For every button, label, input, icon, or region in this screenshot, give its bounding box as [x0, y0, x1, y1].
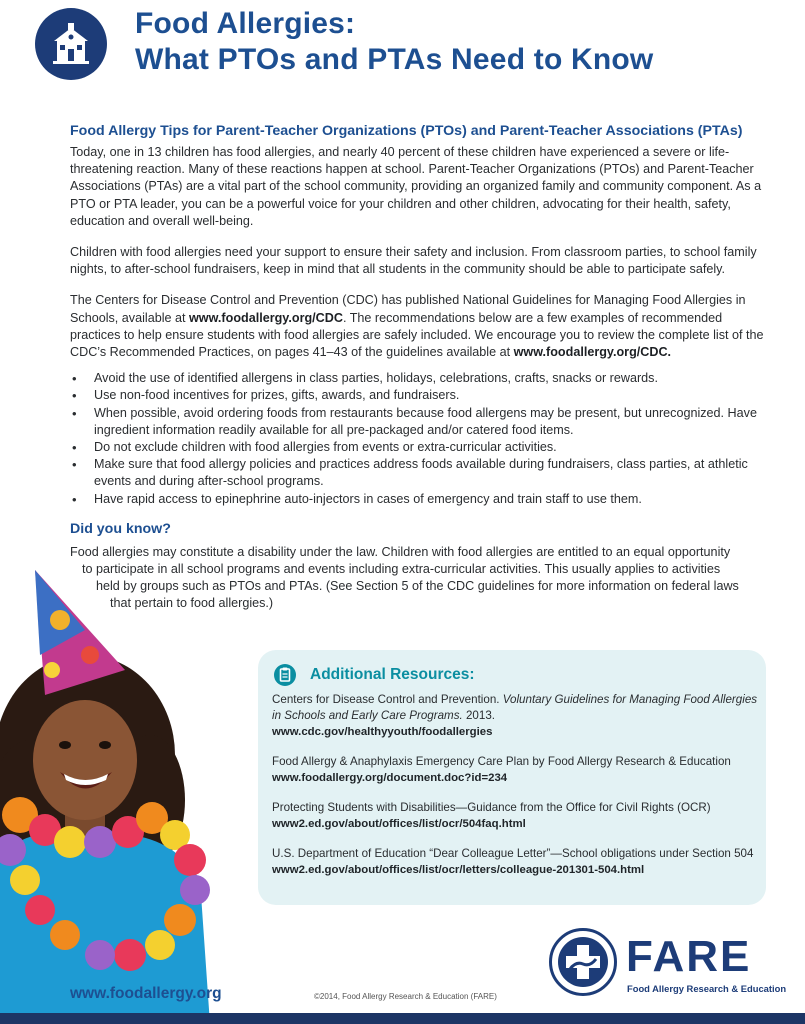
resource-title-italic: Voluntary Guidelines for Managing Food Allergies in Schools and Early Care Programs.: [272, 693, 758, 722]
intro-paragraph-1: Today, one in 13 children has food allergies, and nearly 40 percent of these children have experienced a severe or life-threatening reaction. Many of these reactions happen at school. Parent-Teacher Organizations (PTOs) and Parent-Teacher Associations (PTAs) are a vital part of the school community, providing an organized family and community component. As a PTO or PTA leader, you can be a powerful voice for your children and other children, advocating for their health, safety, education and overall well-being.: [70, 145, 762, 228]
resources-title: Additional Resources:: [310, 666, 475, 683]
recommendations-list: [70, 370, 770, 508]
tips-heading: Food Allergy Tips for Parent-Teacher Organizations (PTOs) and Parent-Teacher Associations (PTAs): [70, 123, 743, 139]
resources-header: [274, 664, 475, 686]
list-item: • Have rapid access to epinephrine auto-injectors in cases of emergency and train staff to use them.: [70, 491, 770, 508]
title-line-2: What PTOs and PTAs Need to Know: [135, 43, 654, 76]
list-item: • When possible, avoid ordering foods from restaurants because food allergens may be present, but unrecognized. Have ingredient information readily available for all pre-packaged and/or catered food items.: [70, 405, 770, 439]
cdc-text-a: The Centers for Disease Control and Prevention (CDC) has published National Guidelines for Managing Food Allergies in Schools, available at: [70, 293, 746, 325]
list-item: • Do not exclude children with food allergies from events or extra-curricular activities.: [70, 439, 770, 456]
list-item: • Use non-food incentives for prizes, gifts, awards, and fundraisers.: [70, 387, 770, 404]
did-you-know-line-3: held by groups such as PTOs and PTAs. (See Section 5 of the CDC guidelines for more information on federal laws: [96, 579, 739, 594]
resource-link[interactable]: www.foodallergy.org/document.doc?id=234: [272, 772, 508, 784]
cdc-link-1[interactable]: www.foodallergy.org/CDC: [189, 310, 343, 325]
main-content: [70, 122, 770, 613]
bottom-bar: [0, 1013, 805, 1024]
title-line-1: Food Allergies:: [135, 7, 356, 40]
resource-item-care-plan: [272, 754, 760, 786]
intro-paragraph-2: Children with food allergies need your support to ensure their safety and inclusion. From classroom parties, to school family nights, to after-school fundraisers, keep in mind that all students in the community should be able to participate safely.: [70, 245, 757, 277]
schoolhouse-logo: [35, 8, 107, 80]
child-party-photo: [0, 560, 235, 1024]
clipboard-icon: [274, 664, 296, 686]
copyright-text: ©2014, Food Allergy Research & Education (FARE): [314, 992, 497, 1001]
did-you-know-heading: Did you know?: [70, 520, 171, 537]
list-item: • Avoid the use of identified allergens in class parties, holidays, celebrations, crafts, snacks or rewards.: [70, 370, 770, 387]
resource-link[interactable]: www2.ed.gov/about/offices/list/ocr/letters/colleague-201301-504.html: [272, 864, 645, 876]
resource-link[interactable]: www2.ed.gov/about/offices/list/ocr/504faq.html: [272, 818, 526, 830]
resource-link[interactable]: www.cdc.gov/healthyyouth/foodallergies: [272, 726, 493, 738]
resource-text: Centers for Disease Control and Prevention.: [272, 693, 503, 706]
cdc-link-2[interactable]: www.foodallergy.org/CDC.: [513, 345, 672, 360]
resource-text: Protecting Students with Disabilities—Guidance from the Office for Civil Rights (OCR): [272, 801, 711, 814]
fare-cross-icon: [549, 928, 617, 996]
resource-item-cdc: [272, 692, 760, 740]
resource-text: U.S. Department of Education “Dear Colleague Letter”—School obligations under Section 504: [272, 847, 754, 860]
resources-list: [272, 692, 760, 892]
footer-url-link[interactable]: www.foodallergy.org: [70, 985, 222, 1002]
did-you-know-line-2: to participate in all school programs and events including extra-curricular activities. This usually applies to activities: [82, 562, 721, 577]
schoolhouse-icon: [50, 21, 92, 65]
resource-year: 2013.: [462, 709, 495, 722]
fare-wordmark: FARE: [626, 932, 752, 981]
resource-item-ocr: [272, 800, 760, 832]
intro-paragraph-3: [70, 292, 770, 361]
page-title: [135, 6, 653, 78]
resource-text: Food Allergy & Anaphylaxis Emergency Care Plan by Food Allergy Research & Education: [272, 755, 731, 768]
additional-resources-box: [258, 650, 766, 905]
did-you-know-line-4: that pertain to food allergies.): [110, 596, 274, 611]
fare-subtitle: Food Allergy Research & Education: [627, 983, 787, 994]
resource-item-dear-colleague: [272, 846, 760, 878]
cdc-text-b: . The recommendations below are a few examples of recommended practices to help ensure students with food allergies are safely included. We encourage you to review the complete list of the CDC’s Recommended Practices, on pages 41–43 of the guidelines available at: [70, 310, 764, 360]
list-item: • Make sure that food allergy policies and practices address foods available during fundraisers, class parties, at athletic events and during after-school programs.: [70, 456, 770, 490]
fare-logo: [549, 928, 787, 1000]
did-you-know-line-1: Food allergies may constitute a disability under the law. Children with food allergies are entitled to an equal opportunity: [70, 544, 731, 559]
